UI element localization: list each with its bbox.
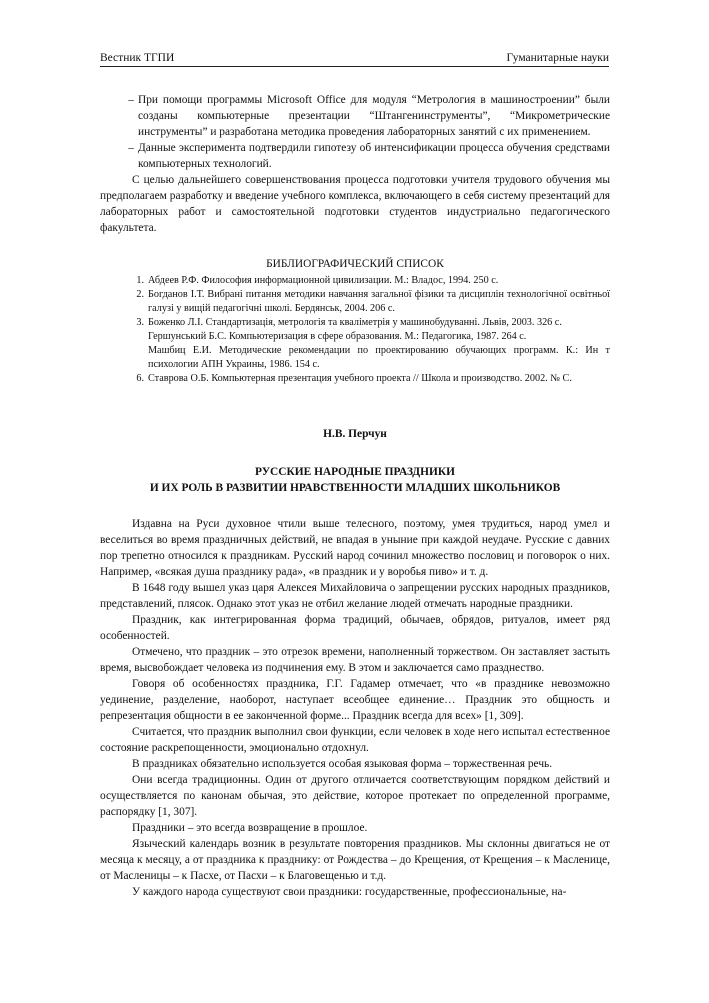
article-body	[100, 516, 610, 900]
body-paragraph: Отмечено, что праздник – это отрезок времени, наполненный торжеством. Он заставляет застыть время, высвобождает человека из подчинения ему. В этом и заключается само празднество.	[100, 646, 610, 674]
bullet-item: – Данные эксперимента подтвердили гипотезу об интенсификации процесса обучения средствами компьютерных технологий.	[128, 142, 610, 170]
body-paragraph: У каждого народа существуют свои праздники: государственные, профессиональные, на-	[132, 886, 567, 898]
body-paragraph: Они всегда традиционны. Один от другого отличается соответствующим порядком действий и осуществляется по канонам обычая, это действие, которое протекает по определенной программе, распорядку [1, 307].	[100, 774, 610, 818]
article-author: Н.В. Перчун	[323, 428, 387, 440]
bullet-text: При помощи программы Microsoft Office для модуля “Метрология в машиностроении” были созданы компьютерные презентации “Штангенинструменты”, “Микрометрические инструменты” и разработана методика проведения лабораторных занятий с их применением.	[138, 94, 610, 138]
body-paragraph: Праздник, как интегрированная форма традиций, обычаев, обрядов, ритуалов, имеет ряд особенностей.	[100, 614, 610, 642]
bibliography-item: 6. Ставрова О.Б. Компьютерная презентация учебного проекта // Школа и производство. 2002. № С.	[136, 373, 572, 384]
bibliography-item: Гершунський Б.С. Компьютеризация в сфере образования. М.: Педагогика, 1987. 264 с.	[148, 331, 527, 342]
bibliography-item: Машбиц Е.И. Методические рекомендации по проектированию обучающих программ. К.: Ин т психологии АПН Украины, 1986. 154 с.	[148, 345, 610, 370]
bibliography-item: 1. Абдеев Р.Ф. Философия информационной цивилизации. М.: Владос, 1994. 250 с.	[136, 275, 499, 286]
article-title-line: РУССКИЕ НАРОДНЫЕ ПРАЗДНИКИ	[255, 466, 455, 478]
bibliography-list	[100, 274, 610, 386]
body-paragraph: Издавна на Руси духовное чтили выше телесного, поэтому, умея трудиться, народ умел и веселиться во время праздничных действий, не впадая в уныние при каждой неудаче. Русские с давних пор трепетно относился к праздникам. Русский народ сочинил множество пословиц и поговорок о них. Например, «всякая душа празднику рада», «в праздник и у воробья пиво» и т. д.	[100, 518, 610, 578]
article-title	[100, 464, 610, 496]
body-paragraph: Считается, что праздник выполнил свои функции, если человек в ходе него испытал естественное состояние раскрепощенности, эмоционально отдохнул.	[100, 726, 610, 754]
body-paragraph: Говоря об особенностях праздника, Г.Г. Гадамер отмечает, что «в празднике невозможно уединение, разделение, наоборот, наступает всеобщее единение… Праздник это общность и репрезентация общности в ее законченной форме... Праздник всегда для всех» [1, 309].	[100, 678, 610, 722]
intro-paragraph: С целью дальнейшего совершенствования процесса подготовки учителя трудового обучения мы предполагаем разработку и введение учебного комплекса, включающего в себя систему презентаций для лабораторных работ и самостоятельной подготовки студентов индустриально педагогического факультета.	[100, 174, 610, 234]
bullet-item: – При помощи программы Microsoft Office для модуля “Метрология в машиностроении” были созданы компьютерные презентации “Штангенинструменты”, “Микрометрические инструменты” и разработана методика проведения лабораторных занятий с их применением.	[128, 94, 610, 138]
running-header	[100, 52, 609, 67]
header-section-title: Гуманитарные науки	[506, 52, 609, 64]
body-paragraph: Праздники – это всегда возвращение в прошлое.	[132, 822, 368, 834]
page-content	[100, 92, 610, 900]
bullet-text: Данные эксперимента подтвердили гипотезу об интенсификации процесса обучения средствами компьютерных технологий.	[138, 142, 610, 170]
bibliography-item: 3. Боженко Л.І. Стандартизація, метрологія та кваліметрія у машинобудуванні. Львів, 2003. 326 с.	[136, 317, 562, 328]
body-paragraph: В 1648 году вышел указ царя Алексея Михайловича о запрещении русских народных праздников, представлений, плясок. Однако этот указ не отбил желание людей отмечать народные праздники.	[100, 582, 610, 610]
header-journal-title: Вестник ТГПИ	[100, 52, 175, 64]
bibliography-item: 2. Богданов І.Т. Вибрані питання методики навчання загальної фізики та дисциплін технологічної освітньої галузі у вищій педагогічні школі. Бердянськ, 2004. 206 с.	[136, 289, 610, 314]
article-title-line: И ИХ РОЛЬ В РАЗВИТИИ НРАВСТВЕННОСТИ МЛАДШИХ ШКОЛЬНИКОВ	[149, 482, 561, 494]
bibliography-title: БИБЛИОГРАФИЧЕСКИЙ СПИСОК	[266, 258, 444, 270]
body-paragraph: В праздниках обязательно используется особая языковая форма – торжественная речь.	[132, 758, 553, 770]
body-paragraph: Языческий календарь возник в результате повторения праздников. Мы склонны двигаться не от месяца к месяцу, а от праздника к празднику: от Рождества – до Крещения, от Крещения – к Масленице, от Масленицы – к Пасхе, от Пасхи – к Благовещенью и т.д.	[100, 838, 610, 882]
